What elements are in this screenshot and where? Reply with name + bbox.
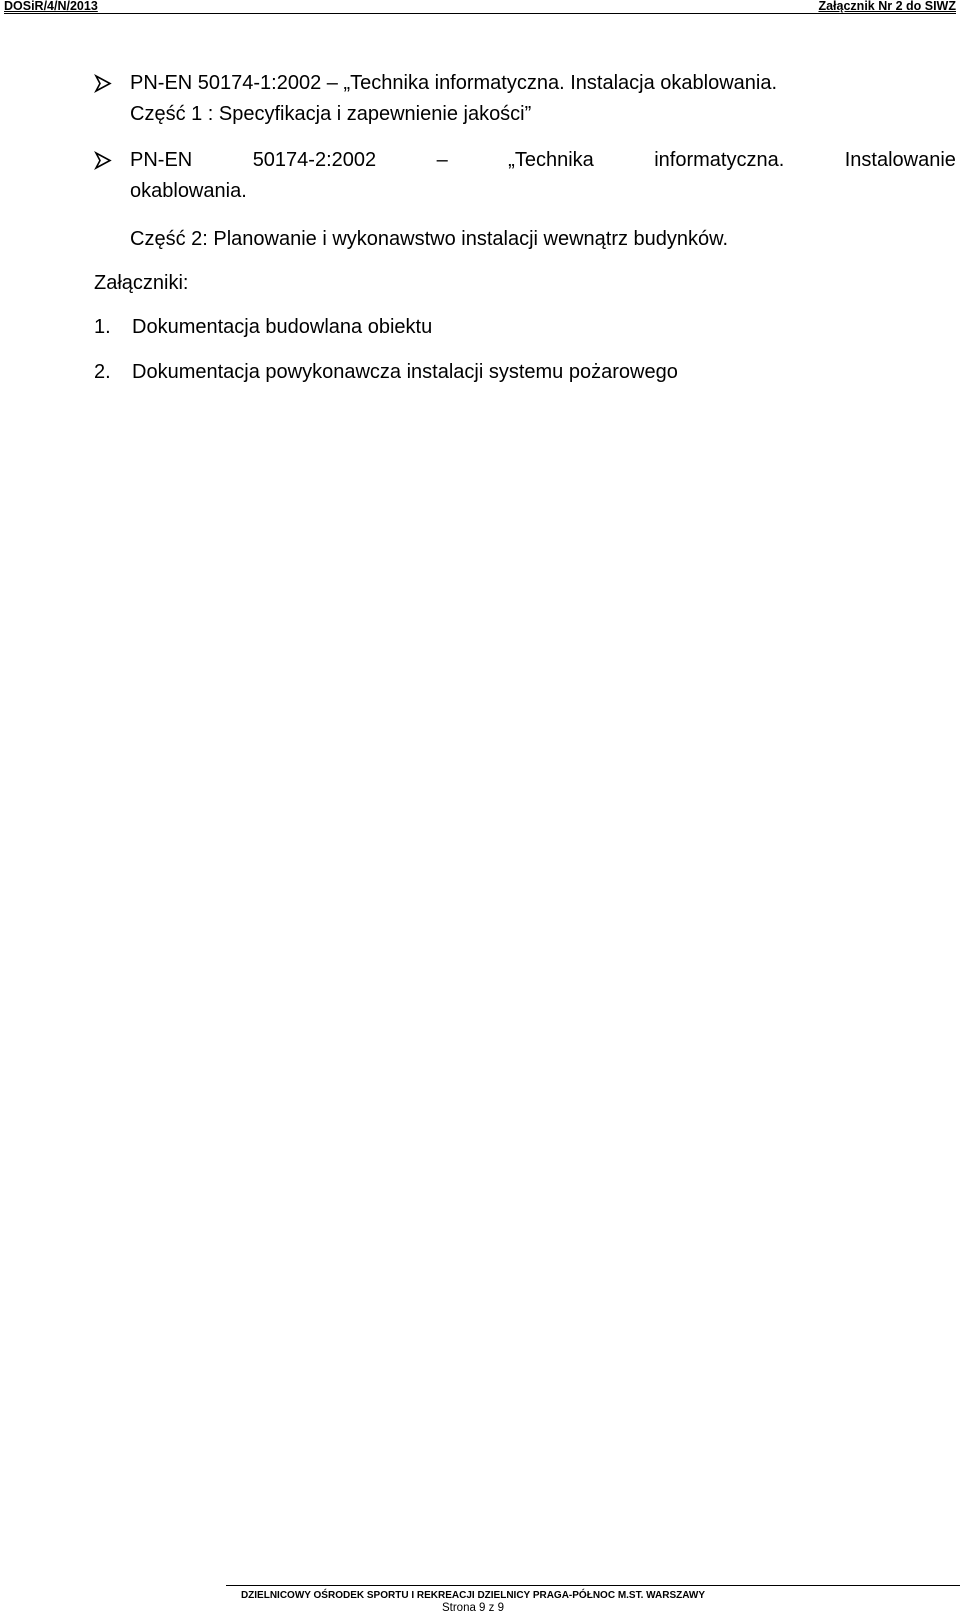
document-reference: DOSiR/4/N/2013 [4, 0, 98, 13]
standard-title: PN-EN 50174-1:2002 – „Technika informatyczna. Instalacja okablowania. [130, 72, 778, 94]
standard-title-word: 50174-2:2002 [252, 149, 377, 171]
attachments-heading: Załączniki: [94, 272, 189, 294]
arrowhead-bullet-icon [94, 145, 116, 176]
standard-subtitle: Część 1 : Specyfikacja i zapewnienie jakości” [130, 103, 532, 125]
standard-title-word: informatyczna. [654, 149, 785, 171]
list-item-text: Dokumentacja powykonawcza instalacji systemu pożarowego [132, 361, 678, 383]
standard-subtitle: Część 2: Planowanie i wykonawstwo instalacji wewnątrz budynków. [130, 228, 729, 250]
arrowhead-bullet-icon [94, 68, 116, 99]
list-item [94, 357, 678, 388]
list-item-number: 2. [94, 361, 111, 383]
standard-title-word: PN-EN [130, 149, 193, 171]
footer-organization: DZIELNICOWY OŚRODEK SPORTU I REKREACJI DZIELNICY PRAGA-PÓŁNOC M.ST. WARSZAWY [240, 1590, 706, 1601]
standard-title-continuation: okablowania. [130, 180, 247, 202]
standard-title [130, 145, 956, 176]
standard-title-word: Instalowanie [844, 149, 956, 171]
standard-item [94, 68, 956, 130]
list-item-text: Dokumentacja budowlana obiektu [132, 316, 433, 338]
attachment-reference: Załącznik Nr 2 do SIWZ [818, 0, 956, 13]
page-header [4, 0, 956, 14]
page-number: Strona 9 z 9 [441, 1602, 504, 1614]
standard-title-word: – [436, 149, 448, 171]
standard-title-word: „Technika [508, 149, 594, 171]
page-footer [226, 1585, 960, 1615]
list-item [94, 312, 432, 343]
standard-item [94, 145, 956, 207]
list-item-number: 1. [94, 316, 111, 338]
